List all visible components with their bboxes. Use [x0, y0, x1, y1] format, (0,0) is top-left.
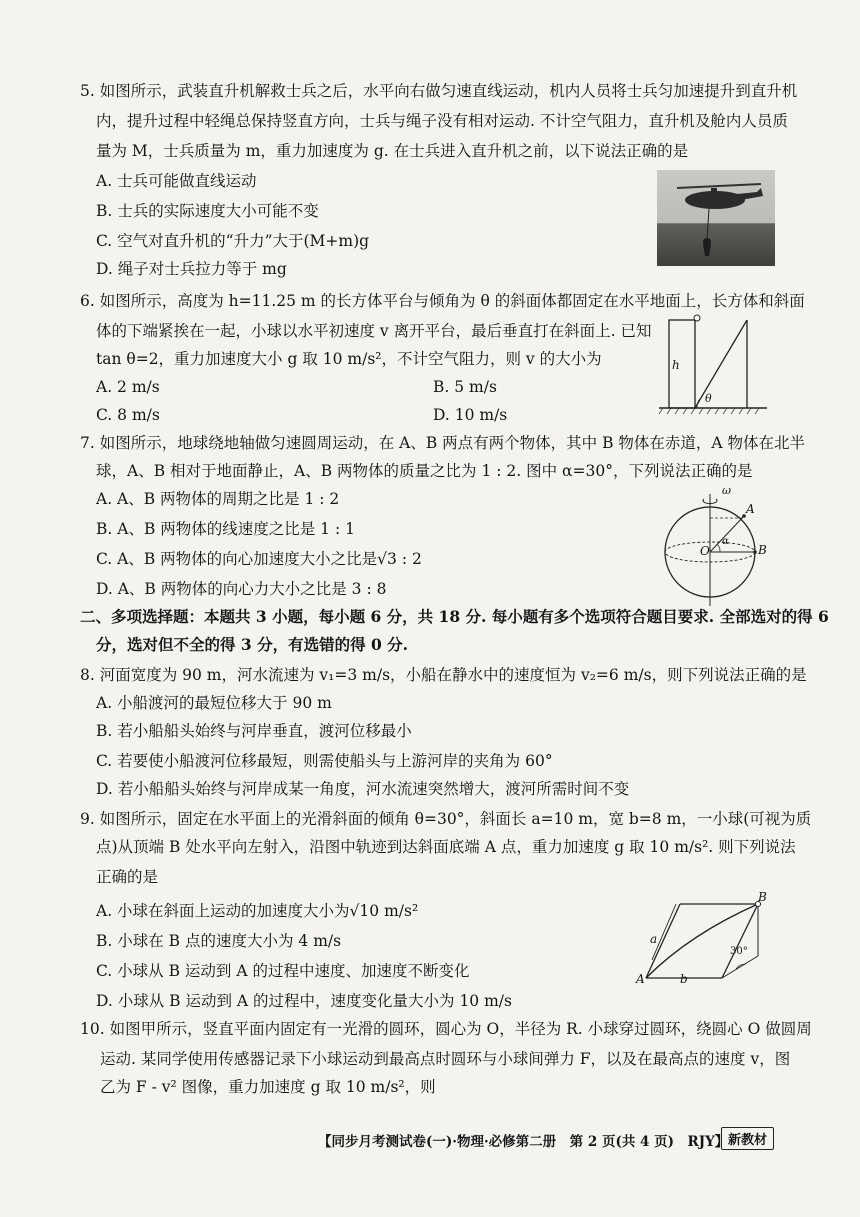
q8-option-b: B. 若小船船头始终与河岸垂直，渡河位移最小 [96, 722, 412, 740]
q9-line-3: 正确的是 [96, 868, 159, 886]
q6-line-2: 体的下端紧挨在一起，小球以水平初速度 v 离开平台，最后垂直打在斜面上. 已知 [96, 322, 652, 340]
q9-line-2: 点)从顶端 B 处水平向左射入，沿图中轨迹到达斜面底端 A 点，重力加速度 g 取 10 m/s². 则下列说法 [96, 838, 796, 856]
q9-line-1: 9. 如图所示，固定在水平面上的光滑斜面的倾角 θ=30°，斜面长 a=10 m，宽 b=8 m，一小球(可视为质 [80, 810, 812, 828]
q6-line-3: tan θ=2，重力加速度大小 g 取 10 m/s²，不计空气阻力，则 v 的大小为 [96, 350, 602, 368]
inclined-plane-trajectory-diagram [630, 890, 770, 992]
q8-option-c: C. 若要使小船渡河位移最短，则需使船头与上游河岸的夹角为 60° [96, 752, 553, 770]
q7-option-b: B. A、B 两物体的线速度之比是 1 : 1 [96, 520, 355, 538]
q5-option-c: C. 空气对直升机的“升力”大于(M+m)g [96, 232, 370, 250]
point-a-label: A [636, 972, 645, 986]
q8-option-d: D. 若小船船头始终与河岸成某一角度，河水流速突然增大，渡河所需时间不变 [96, 780, 630, 798]
q5-line-1: 5. 如图所示，武装直升机解救士兵之后，水平向右做匀速直线运动，机内人员将士兵匀加速提升到直升机 [80, 82, 798, 100]
q7-option-d: D. A、B 两物体的向心力大小之比是 3 : 8 [96, 580, 387, 598]
q7-line-2: 球，A、B 相对于地面静止，A、B 两物体的质量之比为 1 : 2. 图中 α=30°，下列说法正确的是 [96, 462, 753, 480]
point-b-label: B [758, 890, 767, 904]
q8-line-1: 8. 河面宽度为 90 m，河水流速为 v₁=3 m/s，小船在静水中的速度恒为 v₂=6 m/s，则下列说法正确的是 [80, 666, 807, 684]
helicopter-photo [657, 170, 775, 266]
q5-option-b: B. 士兵的实际速度大小可能不变 [96, 202, 319, 220]
q9-option-c: C. 小球从 B 运动到 A 的过程中速度、加速度不断变化 [96, 962, 470, 980]
q7-line-1: 7. 如图所示，地球绕地轴做匀速圆周运动，在 A、B 两点有两个物体，其中 B 物体在赤道，A 物体在北半 [80, 434, 806, 452]
side-a-label: a [650, 932, 658, 946]
q6-option-a: A. 2 m/s [96, 378, 160, 396]
h-label: h [672, 358, 680, 372]
q9-option-a: A. 小球在斜面上运动的加速度大小为√10 m/s² [96, 902, 419, 920]
q8-option-a: A. 小船渡河的最短位移大于 90 m [96, 694, 332, 712]
alpha-label: α [722, 536, 729, 547]
platform-incline-diagram [655, 308, 770, 420]
page-footer: 【同步月考测试卷(一)·物理·必修第二册 第 2 页(共 4 页) RJY】 [318, 1134, 729, 1150]
q5-line-2: 内，提升过程中轻绳总保持竖直方向，士兵与绳子没有相对运动. 不计空气阻力，直升机及舱内人员质 [96, 112, 788, 130]
new-textbook-badge: 新教材 [721, 1127, 774, 1150]
point-b-label: B [758, 543, 767, 557]
q7-option-c: C. A、B 两物体的向心加速度大小之比是√3 : 2 [96, 550, 422, 568]
point-o-label: O [700, 544, 710, 558]
q10-line-3: 乙为 F - v² 图像，重力加速度 g 取 10 m/s²，则 [100, 1078, 436, 1096]
q6-line-1: 6. 如图所示，高度为 h=11.25 m 的长方体平台与倾角为 θ 的斜面体都固定在水平地面上，长方体和斜面 [80, 292, 805, 310]
point-a-label: A [746, 502, 755, 516]
q9-option-b: B. 小球在 B 点的速度大小为 4 m/s [96, 932, 342, 950]
q7-option-a: A. A、B 两物体的周期之比是 1 : 2 [96, 490, 340, 508]
q6-option-d: D. 10 m/s [433, 406, 508, 424]
q5-option-d: D. 绳子对士兵拉力等于 mg [96, 260, 287, 278]
q5-line-3: 量为 M，士兵质量为 m，重力加速度为 g. 在士兵进入直升机之前，以下说法正确的是 [96, 142, 689, 160]
q9-option-d: D. 小球从 B 运动到 A 的过程中，速度变化量大小为 10 m/s [96, 992, 512, 1010]
q6-option-c: C. 8 m/s [96, 406, 160, 424]
side-b-label: b [680, 972, 688, 986]
earth-sphere-diagram [662, 486, 772, 612]
q6-option-b: B. 5 m/s [433, 378, 497, 396]
q10-line-2: 运动. 某同学使用传感器记录下小球运动到最高点时圆环与小球间弹力 F，以及在最高点的速度 v，图 [100, 1050, 791, 1068]
section2-line-1: 二、多项选择题：本题共 3 小题，每小题 6 分，共 18 分. 每小题有多个选项符合题目要求. 全部选对的得 6 [80, 607, 829, 626]
q5-option-a: A. 士兵可能做直线运动 [96, 172, 257, 190]
angle-label: 30° [730, 946, 748, 957]
omega-label: ω [722, 484, 731, 497]
q10-line-1: 10. 如图甲所示，竖直平面内固定有一光滑的圆环，圆心为 O，半径为 R. 小球穿过圆环，绕圆心 O 做圆周 [80, 1020, 812, 1038]
section2-line-2: 分，选对但不全的得 3 分，有选错的得 0 分. [96, 635, 409, 654]
theta-label: θ [705, 392, 712, 405]
